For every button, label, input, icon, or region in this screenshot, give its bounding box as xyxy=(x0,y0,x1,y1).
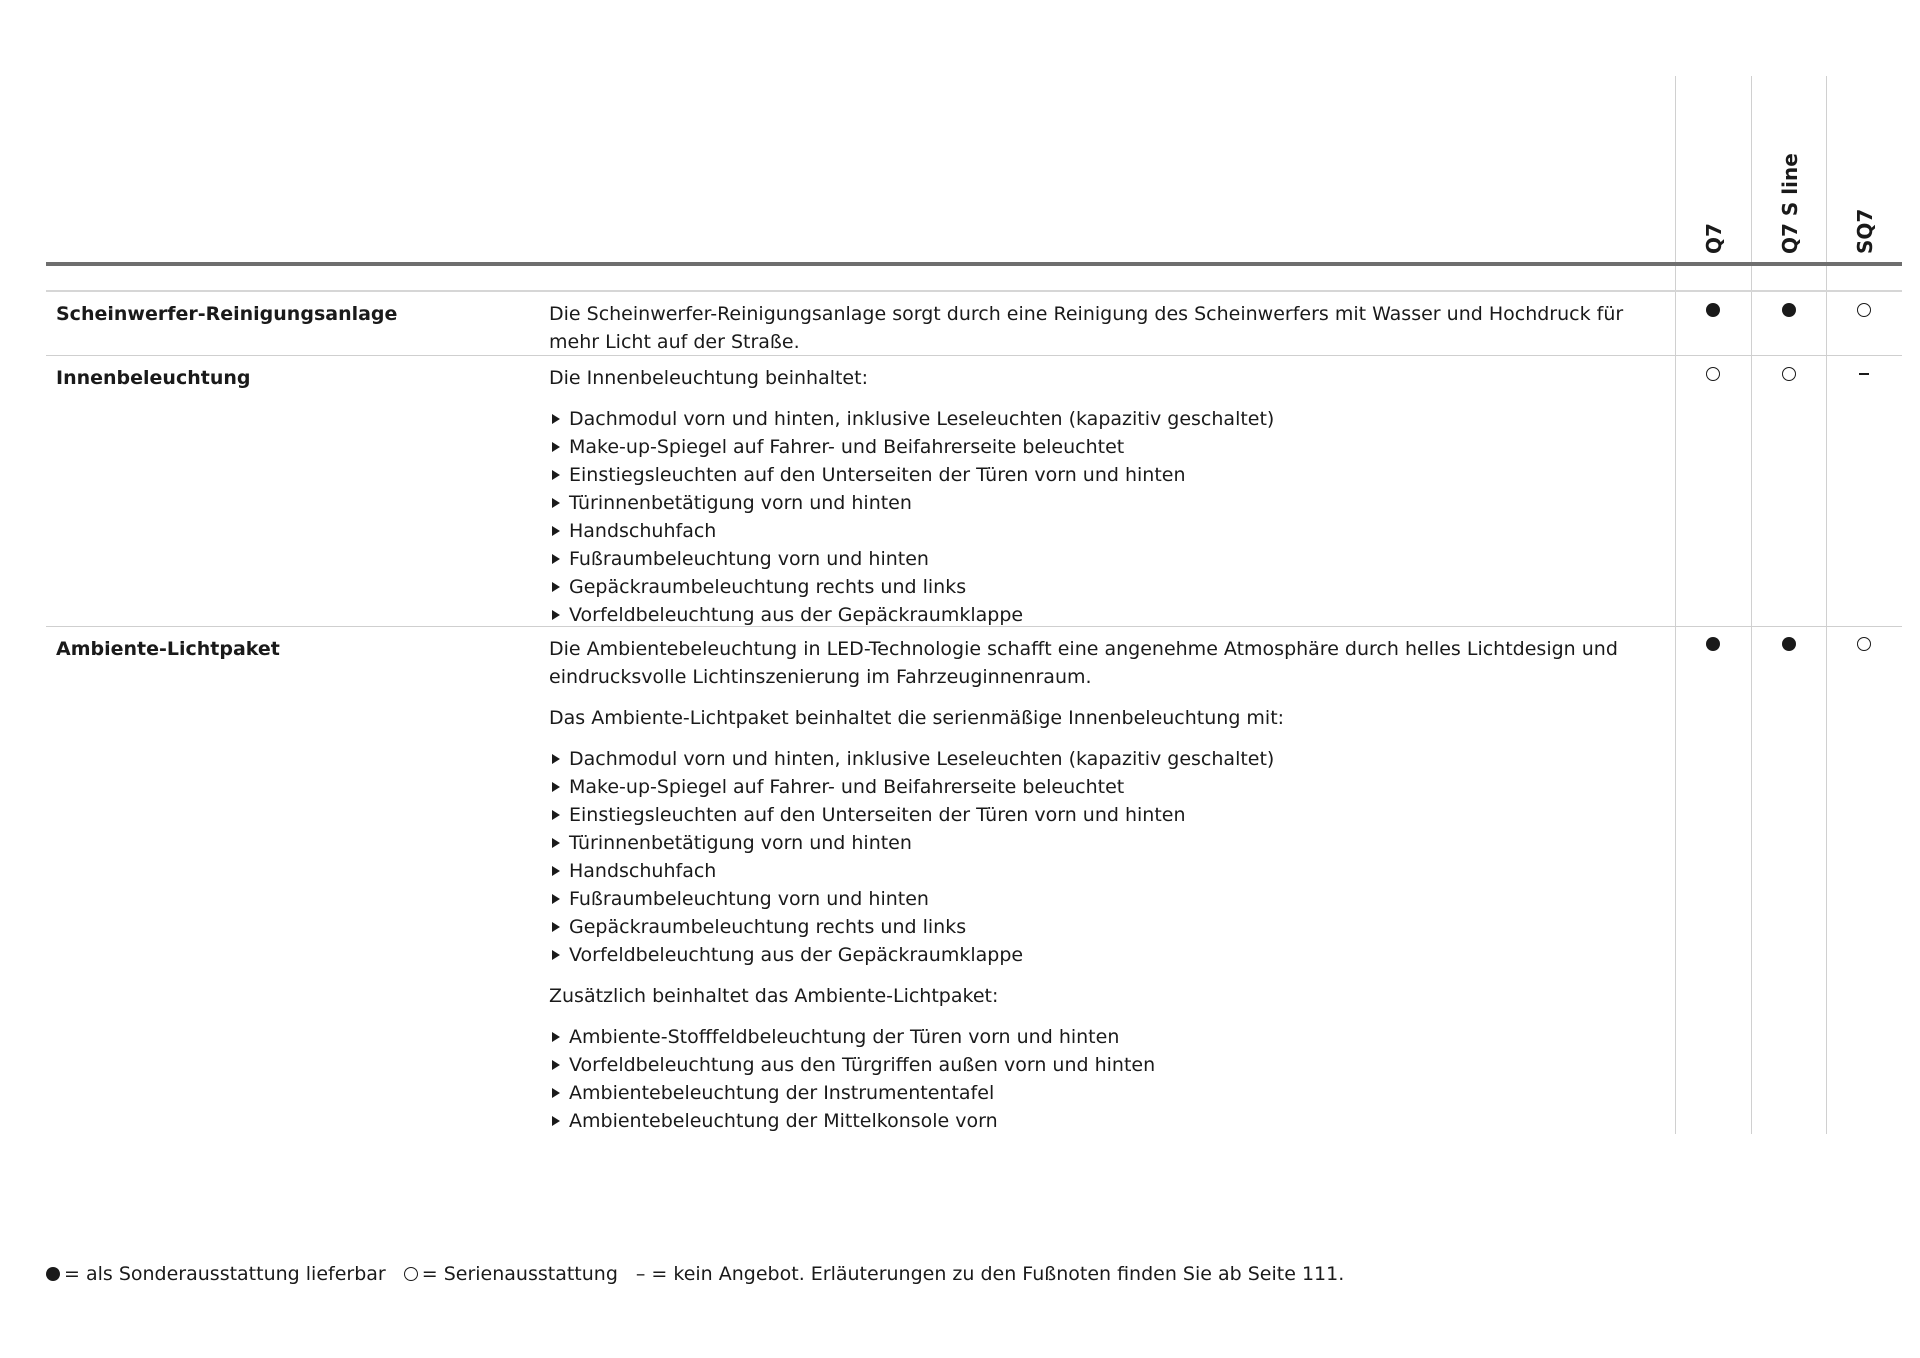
table-row xyxy=(46,627,1902,1135)
feature-description xyxy=(549,364,1679,629)
description-text: Die Scheinwerfer-Reinigungsanlage sorgt durch eine Reinigung des Scheinwerfers mit Wasser und Hochdruck für mehr Licht auf der Straße. xyxy=(549,303,1624,353)
feature-name: Ambiente-Lichtpaket xyxy=(56,638,280,660)
legend-optional: = als Sonderausstattung lieferbar xyxy=(64,1263,386,1285)
legend-standard: = Serienausstattung xyxy=(421,1263,618,1285)
list-item: Türinnenbetätigung vorn und hinten xyxy=(549,829,1679,857)
list-item: Vorfeldbeleuchtung aus der Gepäckraumklappe xyxy=(549,601,1679,629)
table-row xyxy=(46,292,1902,355)
list-item: Vorfeldbeleuchtung aus den Türgriffen außen vorn und hinten xyxy=(549,1051,1679,1079)
availability-q7-s-line xyxy=(1782,367,1796,381)
list-item: Ambiente-Stofffeldbeleuchtung der Türen vorn und hinten xyxy=(549,1023,1679,1051)
description-text: Das Ambiente-Lichtpaket beinhaltet die serienmäßige Innenbeleuchtung mit: xyxy=(549,707,1285,729)
list-item: Gepäckraumbeleuchtung rechts und links xyxy=(549,573,1679,601)
header-rule xyxy=(46,262,1902,266)
availability-sq7 xyxy=(1857,303,1871,317)
list-item: Ambientebeleuchtung der Mittelkonsole vorn xyxy=(549,1107,1679,1135)
list-item: Dachmodul vorn und hinten, inklusive Leseleuchten (kapazitiv geschaltet) xyxy=(549,405,1679,433)
list-item: Gepäckraumbeleuchtung rechts und links xyxy=(549,913,1679,941)
list-item: Handschuhfach xyxy=(549,517,1679,545)
list-item: Dachmodul vorn und hinten, inklusive Leseleuchten (kapazitiv geschaltet) xyxy=(549,745,1679,773)
availability-q7 xyxy=(1706,367,1720,381)
feature-description xyxy=(549,635,1679,1135)
list-item: Einstiegsleuchten auf den Unterseiten der Türen vorn und hinten xyxy=(549,801,1679,829)
list-item: Fußraumbeleuchtung vorn und hinten xyxy=(549,545,1679,573)
open-circle-icon xyxy=(404,1267,418,1281)
table-row xyxy=(46,356,1902,626)
feature-description xyxy=(549,300,1679,356)
availability-q7 xyxy=(1706,303,1720,317)
feature-list xyxy=(549,405,1679,629)
availability-q7 xyxy=(1706,637,1720,651)
filled-dot-icon xyxy=(46,1267,60,1281)
description-text: Die Innenbeleuchtung beinhaltet: xyxy=(549,367,868,389)
feature-name: Innenbeleuchtung xyxy=(56,367,251,389)
description-text: Die Ambientebeleuchtung in LED-Technologie schafft eine angenehme Atmosphäre durch helles Lichtdesign und eindrucksvolle Lichtinszenierung im Fahrzeuginnenraum. xyxy=(549,638,1618,688)
list-item: Make-up-Spiegel auf Fahrer- und Beifahrerseite beleuchtet xyxy=(549,433,1679,461)
description-text: Zusätzlich beinhaltet das Ambiente-Lichtpaket: xyxy=(549,985,999,1007)
list-item: Einstiegsleuchten auf den Unterseiten der Türen vorn und hinten xyxy=(549,461,1679,489)
list-item: Türinnenbetätigung vorn und hinten xyxy=(549,489,1679,517)
list-item: Handschuhfach xyxy=(549,857,1679,885)
list-item: Make-up-Spiegel auf Fahrer- und Beifahrerseite beleuchtet xyxy=(549,773,1679,801)
availability-sq7 xyxy=(1859,373,1869,375)
feature-list xyxy=(549,1023,1679,1135)
availability-q7-s-line xyxy=(1782,303,1796,317)
legend xyxy=(46,1261,1344,1287)
feature-name: Scheinwerfer-Reinigungsanlage xyxy=(56,303,398,325)
availability-q7-s-line xyxy=(1782,637,1796,651)
feature-list xyxy=(549,745,1679,969)
list-item: Ambientebeleuchtung der Instrumententafel xyxy=(549,1079,1679,1107)
legend-none: – = kein Angebot. Erläuterungen zu den Fußnoten finden Sie ab Seite 111. xyxy=(635,1263,1345,1285)
availability-sq7 xyxy=(1857,637,1871,651)
list-item: Fußraumbeleuchtung vorn und hinten xyxy=(549,885,1679,913)
list-item: Vorfeldbeleuchtung aus der Gepäckraumklappe xyxy=(549,941,1679,969)
